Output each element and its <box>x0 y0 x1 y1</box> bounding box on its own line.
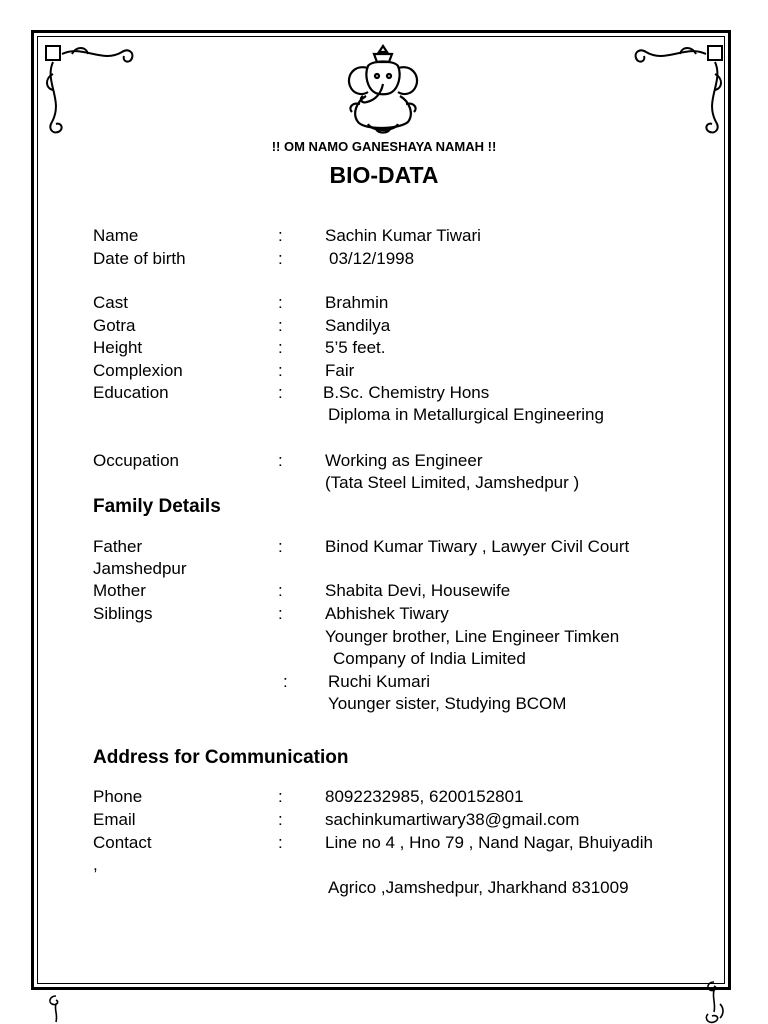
separator: : <box>278 338 283 357</box>
gotra-value: Sandilya <box>325 316 391 335</box>
separator: : <box>278 383 283 402</box>
mother-label: Mother <box>93 581 146 600</box>
name-value: Sachin Kumar Tiwari <box>325 226 481 245</box>
contact-value-wrap: , <box>93 855 98 874</box>
cast-label: Cast <box>93 293 128 312</box>
separator: : <box>278 361 283 380</box>
contact-label: Contact <box>93 833 152 852</box>
sibling-detail: Company of India Limited <box>333 649 526 668</box>
complexion-value: Fair <box>325 361 355 380</box>
father-label: Father <box>93 537 143 556</box>
corner-ornament-icon <box>700 978 730 1024</box>
email-value: sachinkumartiwary38@gmail.com <box>325 810 580 829</box>
corner-ornament-icon <box>616 40 726 140</box>
separator: : <box>283 672 288 691</box>
education-label: Education <box>93 383 169 402</box>
separator: : <box>278 604 283 623</box>
sibling-name: Abhishek Tiwary <box>325 604 449 623</box>
separator: : <box>278 581 283 600</box>
education-value: Diploma in Metallurgical Engineering <box>328 405 604 424</box>
separator: : <box>278 226 283 245</box>
contact-value: Agrico ,Jamshedpur, Jharkhand 831009 <box>328 878 629 897</box>
father-value-wrap: Jamshedpur <box>93 559 187 578</box>
email-label: Email <box>93 810 136 829</box>
separator: : <box>278 810 283 829</box>
sibling-name: Ruchi Kumari <box>328 672 431 691</box>
section-heading-family: Family Details <box>93 496 221 517</box>
invocation-text: !! OM NAMO GANESHAYA NAMAH !! <box>271 139 497 154</box>
contact-value: Line no 4 , Hno 79 , Nand Nagar, Bhuiyadih <box>325 833 653 852</box>
phone-value: 8092232985, 6200152801 <box>325 787 524 806</box>
separator: : <box>278 787 283 806</box>
separator: : <box>278 451 283 470</box>
sibling-detail: Younger sister, Studying BCOM <box>328 694 567 713</box>
separator: : <box>278 833 283 852</box>
sibling-detail: Younger brother, Line Engineer Timken <box>325 627 620 646</box>
occupation-value: (Tata Steel Limited, Jamshedpur ) <box>325 473 580 492</box>
complexion-label: Complexion <box>93 361 183 380</box>
height-value: 5’5 feet. <box>325 338 386 357</box>
ganesha-icon <box>338 44 428 136</box>
mother-value: Shabita Devi, Housewife <box>325 581 511 600</box>
occupation-value: Working as Engineer <box>325 451 483 470</box>
name-label: Name <box>93 226 139 245</box>
height-label: Height <box>93 338 143 357</box>
separator: : <box>278 316 283 335</box>
separator: : <box>278 249 283 268</box>
corner-ornament-icon <box>44 994 68 1024</box>
gotra-label: Gotra <box>93 316 136 335</box>
separator: : <box>278 293 283 312</box>
separator: : <box>278 537 283 556</box>
page-title: BIO-DATA <box>329 162 439 188</box>
father-value: Binod Kumar Tiwary , Lawyer Civil Court <box>325 537 630 556</box>
siblings-label: Siblings <box>93 604 153 623</box>
cast-value: Brahmin <box>325 293 389 312</box>
dob-label: Date of birth <box>93 249 186 268</box>
corner-ornament-icon <box>42 40 152 140</box>
education-value: B.Sc. Chemistry Hons <box>323 383 490 402</box>
phone-label: Phone <box>93 787 143 806</box>
section-heading-address: Address for Communication <box>93 747 349 768</box>
occupation-label: Occupation <box>93 451 179 470</box>
dob-value: 03/12/1998 <box>329 249 415 268</box>
